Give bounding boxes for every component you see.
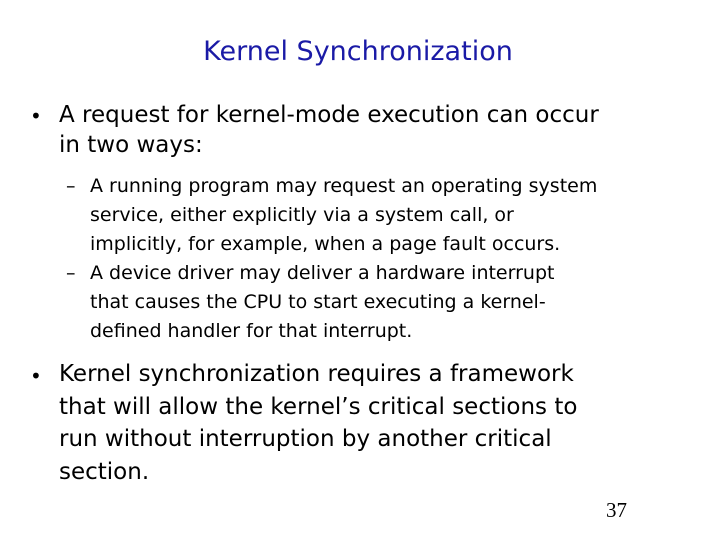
bullet-line: in two ways: <box>59 132 203 158</box>
sub-bullet-line: defined handler for that interrupt. <box>90 320 413 342</box>
sub-bullet-line: A running program may request an operating system <box>90 175 598 197</box>
bullet-marker: • <box>30 104 42 128</box>
sub-bullet-marker: – <box>66 175 76 197</box>
sub-bullet-line: that causes the CPU to start executing a kernel- <box>90 291 546 313</box>
bullet-item <box>30 100 690 160</box>
sub-bullet-line: service, either explicitly via a system call, or <box>90 204 514 226</box>
bullet-text <box>59 100 690 160</box>
bullet-line: Kernel synchronization requires a framework <box>59 361 574 387</box>
sub-bullet-marker: – <box>66 262 76 284</box>
sub-bullet-text <box>90 172 706 259</box>
bullet-line: section. <box>59 458 150 485</box>
bullet-marker: • <box>30 364 42 388</box>
bullet-item <box>30 358 690 488</box>
sub-bullet-line: A device driver may deliver a hardware interrupt <box>90 262 555 284</box>
sub-bullet-item <box>66 259 706 346</box>
bullet-text <box>59 358 690 488</box>
page-number: 37 <box>606 498 627 522</box>
bullet-line: run without interruption by another critical <box>59 426 552 452</box>
sub-bullet-text <box>90 259 706 346</box>
sub-bullet-line: implicitly, for example, when a page fault occurs. <box>90 233 561 255</box>
slide-title: Kernel Synchronization <box>203 36 513 67</box>
sub-bullet-list <box>66 172 706 346</box>
bullet-line: A request for kernel-mode execution can occur <box>59 102 599 128</box>
bullet-line: that will allow the kernel’s critical sections to <box>59 393 578 420</box>
sub-bullet-item <box>66 172 706 259</box>
